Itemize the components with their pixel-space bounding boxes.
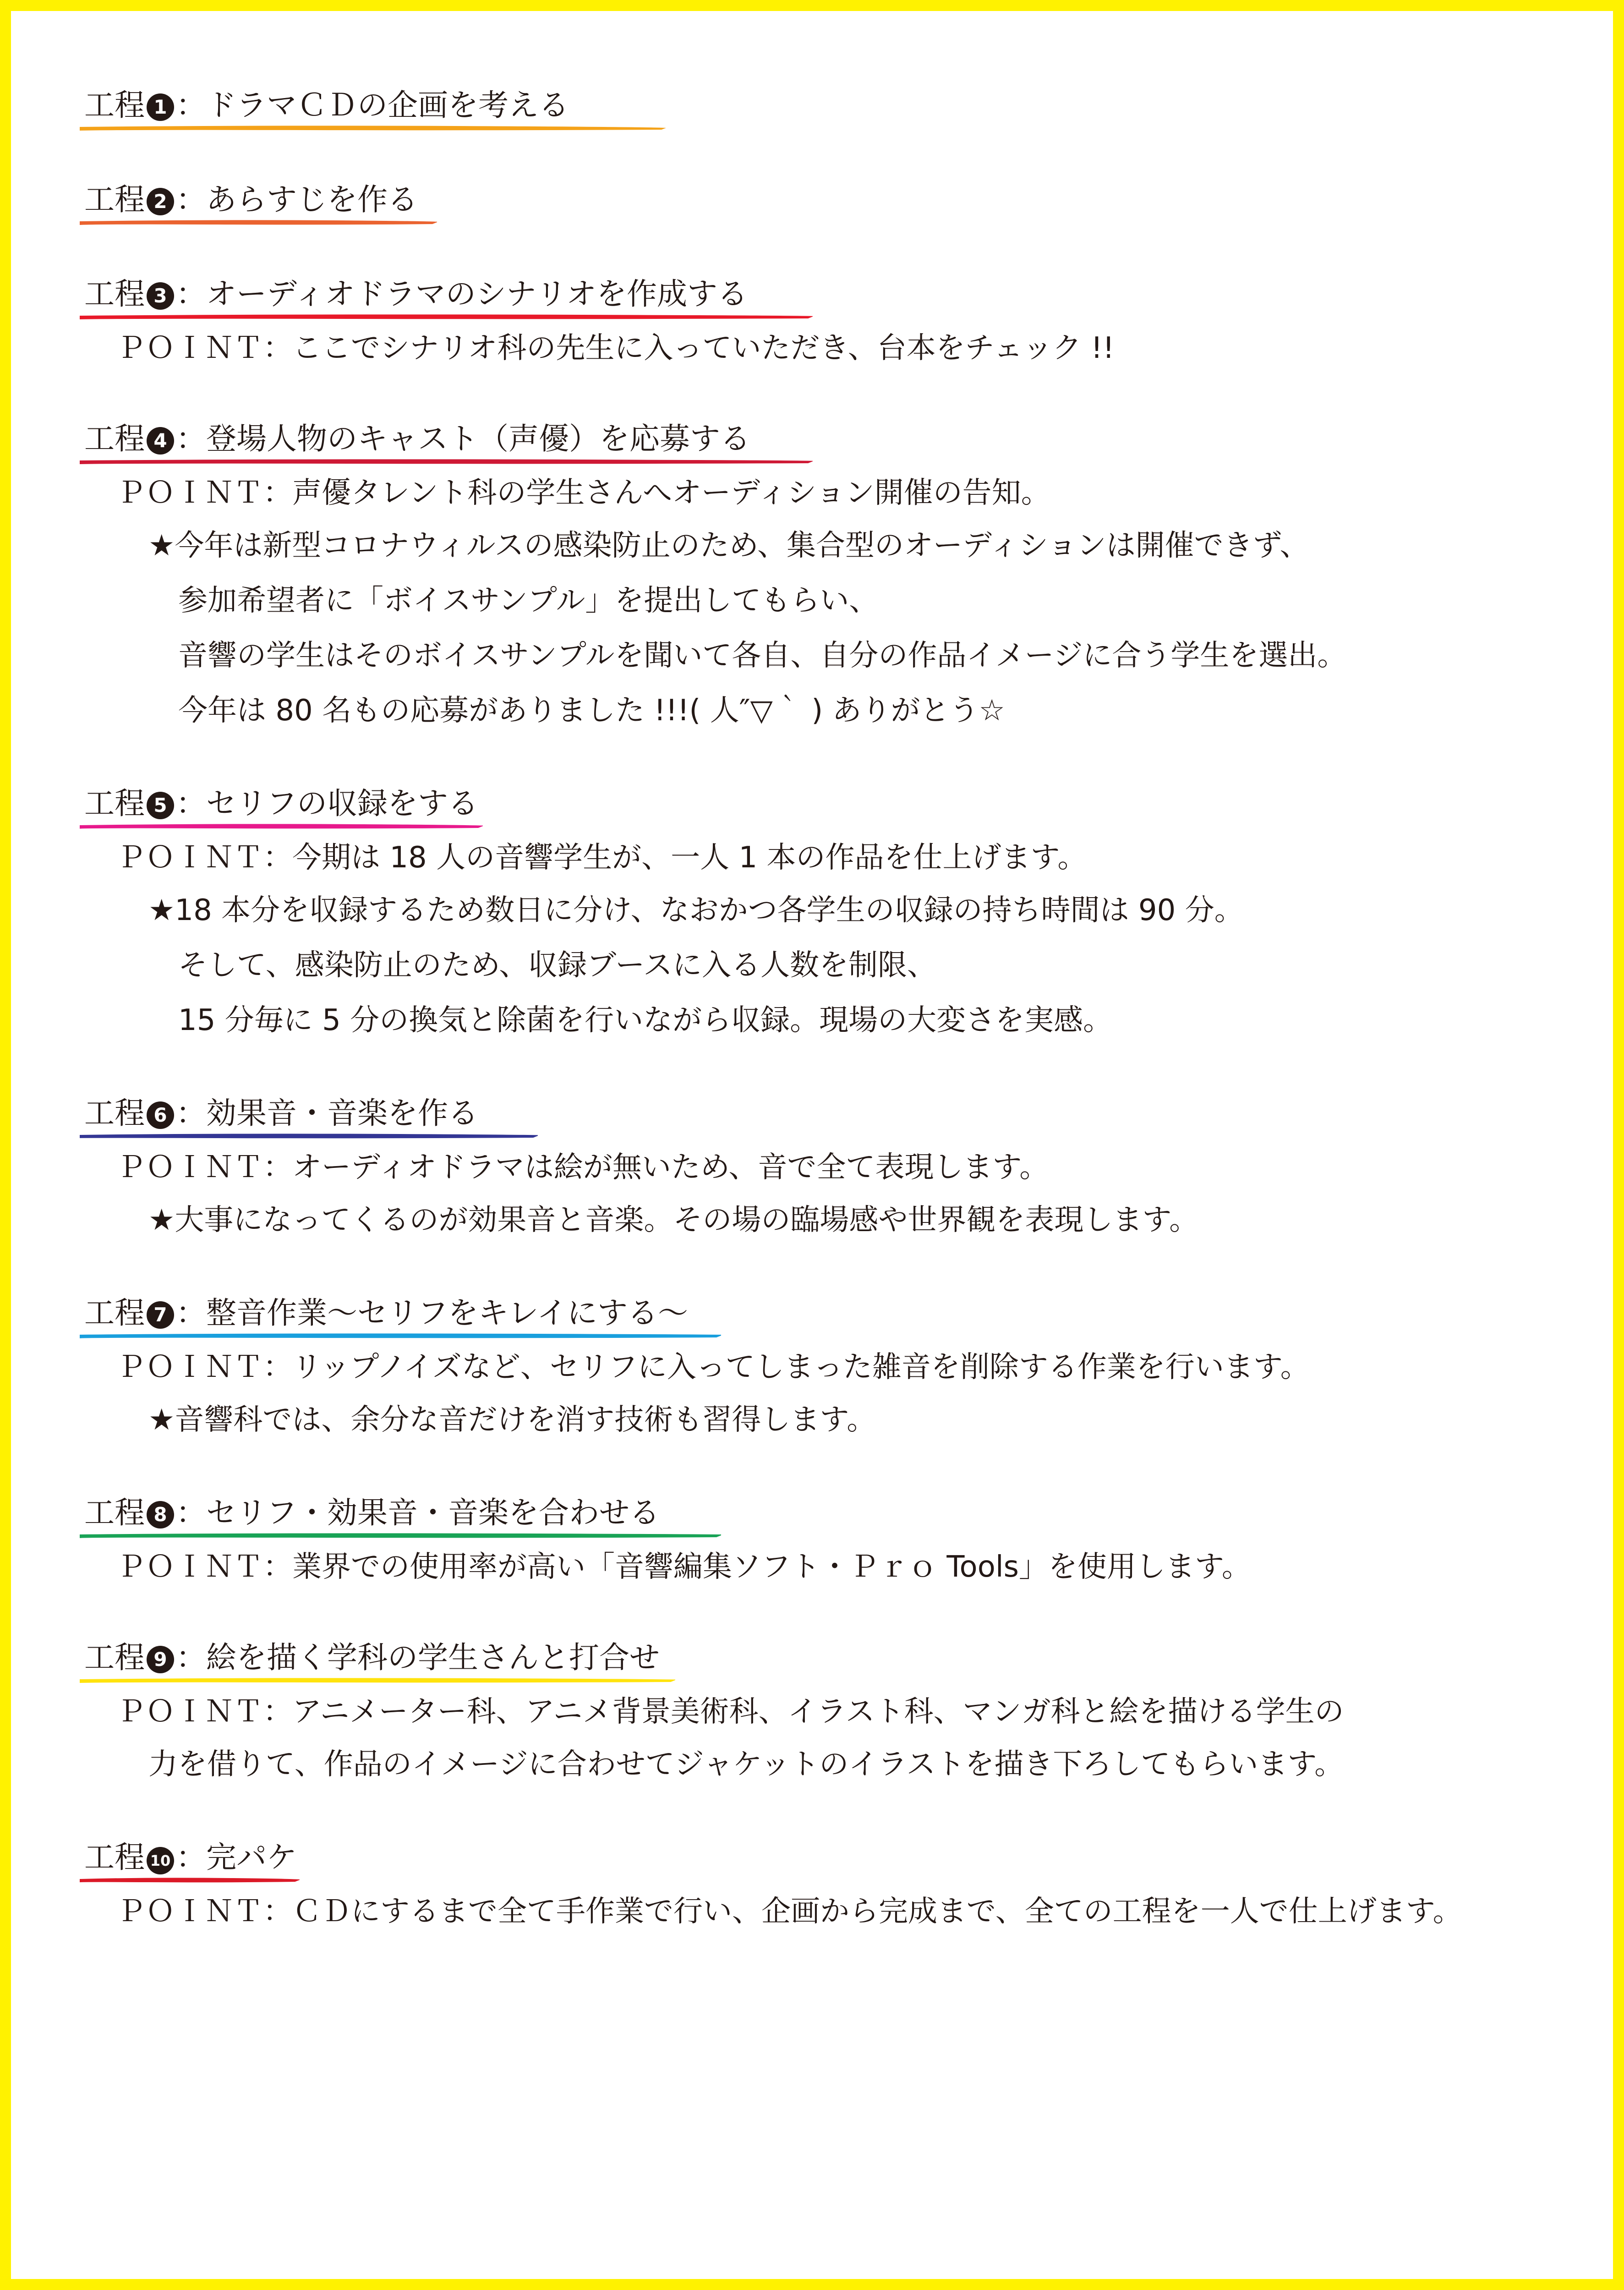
- process-list: [84, 85, 1550, 1982]
- step-point: ＰＯＩＮＴ：今期は 18 人の音響学生が、一人 1 本の作品を仕上げます。: [116, 841, 1087, 875]
- step-title: ：ドラマＣＤの企画を考える: [176, 88, 569, 123]
- step-title: ：セリフの収録をする: [176, 786, 478, 821]
- step-heading: [84, 179, 418, 229]
- brush-underline: [80, 822, 483, 832]
- step-note: 音響の学生はそのボイスサンプルを聞いて各自、自分の作品イメージに合う学生を選出。: [178, 639, 1347, 673]
- step-number-badge: 3: [147, 282, 174, 310]
- step-note: ★音響科では、余分な音だけを消す技術も習得します。: [148, 1403, 876, 1437]
- step-point: ＰＯＩＮＴ：ここでシナリオ科の先生に入っていただき、台本をチェック !!: [116, 331, 1115, 365]
- step-8: [84, 1492, 1550, 1592]
- brush-underline: [80, 1676, 675, 1686]
- step-heading: [84, 1837, 297, 1886]
- step-number-badge: 5: [147, 792, 174, 819]
- step-heading: [84, 1293, 688, 1342]
- step-title: ：効果音・音楽を作る: [176, 1096, 478, 1131]
- step-heading: [84, 1492, 660, 1542]
- brush-underline: [80, 1531, 721, 1541]
- step-note: ★大事になってくるのが効果音と音楽。その場の臨場感や世界観を表現します。: [148, 1203, 1199, 1237]
- step-number-badge: 10: [147, 1847, 174, 1874]
- step-3: [84, 274, 1550, 373]
- step-1: [84, 85, 1550, 134]
- step-note: ★18 本分を収録するため数日に分け、なおかつ各学生の収録の持ち時間は 90 分。: [148, 893, 1244, 927]
- step-number-badge: 2: [147, 188, 174, 215]
- step-7: [84, 1293, 1550, 1447]
- brush-underline: [80, 1131, 538, 1141]
- step-label: 工程: [84, 786, 145, 821]
- step-label: 工程: [84, 88, 145, 123]
- brush-underline: [80, 312, 813, 322]
- step-9: [84, 1637, 1550, 1792]
- step-title: ：整音作業～セリフをキレイにする～: [176, 1295, 689, 1331]
- step-label: 工程: [84, 1840, 145, 1875]
- step-title: ：あらすじを作る: [176, 182, 418, 217]
- step-title: ：完パケ: [176, 1840, 297, 1875]
- step-note: 力を借りて、作品のイメージに合わせてジャケットのイラストを描き下ろしてもらいます。: [148, 1748, 1344, 1781]
- step-heading: [84, 85, 569, 134]
- step-label: 工程: [84, 1295, 145, 1331]
- brush-underline: [80, 1331, 721, 1341]
- step-6: [84, 1093, 1550, 1248]
- step-point: ＰＯＩＮＴ：アニメーター科、アニメ背景美術科、イラスト科、マンガ科と絵を描ける学生の: [116, 1695, 1344, 1729]
- step-note: そして、感染防止のため、収録ブースに入る人数を制限、: [178, 948, 937, 982]
- step-number-badge: 6: [147, 1101, 174, 1129]
- step-heading: [84, 274, 748, 323]
- step-heading: [84, 1093, 478, 1142]
- brush-underline: [80, 457, 813, 467]
- step-number-badge: 7: [147, 1301, 174, 1329]
- step-point: ＰＯＩＮＴ：業界での使用率が高い「音響編集ソフト・Ｐｒｏ Tools」を使用します。: [116, 1550, 1251, 1584]
- step-label: 工程: [84, 1495, 145, 1530]
- step-note: 今年は 80 名もの応募がありました !!!( 人″▽｀ ) ありがとう☆: [178, 694, 1005, 728]
- step-note: 15 分毎に 5 分の換気と除菌を行いながら収録。現場の大変さを実感。: [178, 1003, 1113, 1037]
- step-label: 工程: [84, 1096, 145, 1131]
- step-point: ＰＯＩＮＴ：リップノイズなど、セリフに入ってしまった雑音を削除する作業を行います。: [116, 1350, 1310, 1384]
- step-number-badge: 1: [147, 93, 174, 121]
- step-number-badge: 8: [147, 1501, 174, 1528]
- step-2: [84, 179, 1550, 229]
- step-title: ：セリフ・効果音・音楽を合わせる: [176, 1495, 660, 1530]
- step-10: [84, 1837, 1550, 1937]
- step-label: 工程: [84, 1640, 145, 1675]
- step-label: 工程: [84, 182, 145, 217]
- step-number-badge: 9: [147, 1646, 174, 1673]
- brush-underline: [80, 1875, 300, 1885]
- step-heading: [84, 783, 478, 833]
- step-note: ★今年は新型コロナウィルスの感染防止のため、集合型のオーディションは開催できず、: [148, 529, 1309, 563]
- step-point: ＰＯＩＮＴ：オーディオドラマは絵が無いため、音で全て表現します。: [116, 1150, 1049, 1184]
- step-number-badge: 4: [147, 427, 174, 455]
- step-point: ＰＯＩＮＴ：ＣＤにするまで全て手作業で行い、企画から完成まで、全ての工程を一人で仕上げます。: [116, 1895, 1462, 1928]
- step-title: ：絵を描く学科の学生さんと打合せ: [176, 1640, 660, 1675]
- step-note: 参加希望者に「ボイスサンプル」を提出してもらい、: [178, 584, 879, 618]
- step-4: [84, 418, 1550, 738]
- step-title: ：登場人物のキャスト（声優）を応募する: [176, 421, 750, 456]
- step-label: 工程: [84, 421, 145, 456]
- step-5: [84, 783, 1550, 1048]
- brush-underline: [80, 123, 666, 133]
- step-point: ＰＯＩＮＴ：声優タレント科の学生さんへオーディション開催の告知。: [116, 476, 1050, 510]
- step-heading: [84, 418, 750, 468]
- step-label: 工程: [84, 276, 145, 312]
- step-title: ：オーディオドラマのシナリオを作成する: [176, 276, 748, 312]
- step-heading: [84, 1637, 660, 1687]
- brush-underline: [80, 218, 437, 228]
